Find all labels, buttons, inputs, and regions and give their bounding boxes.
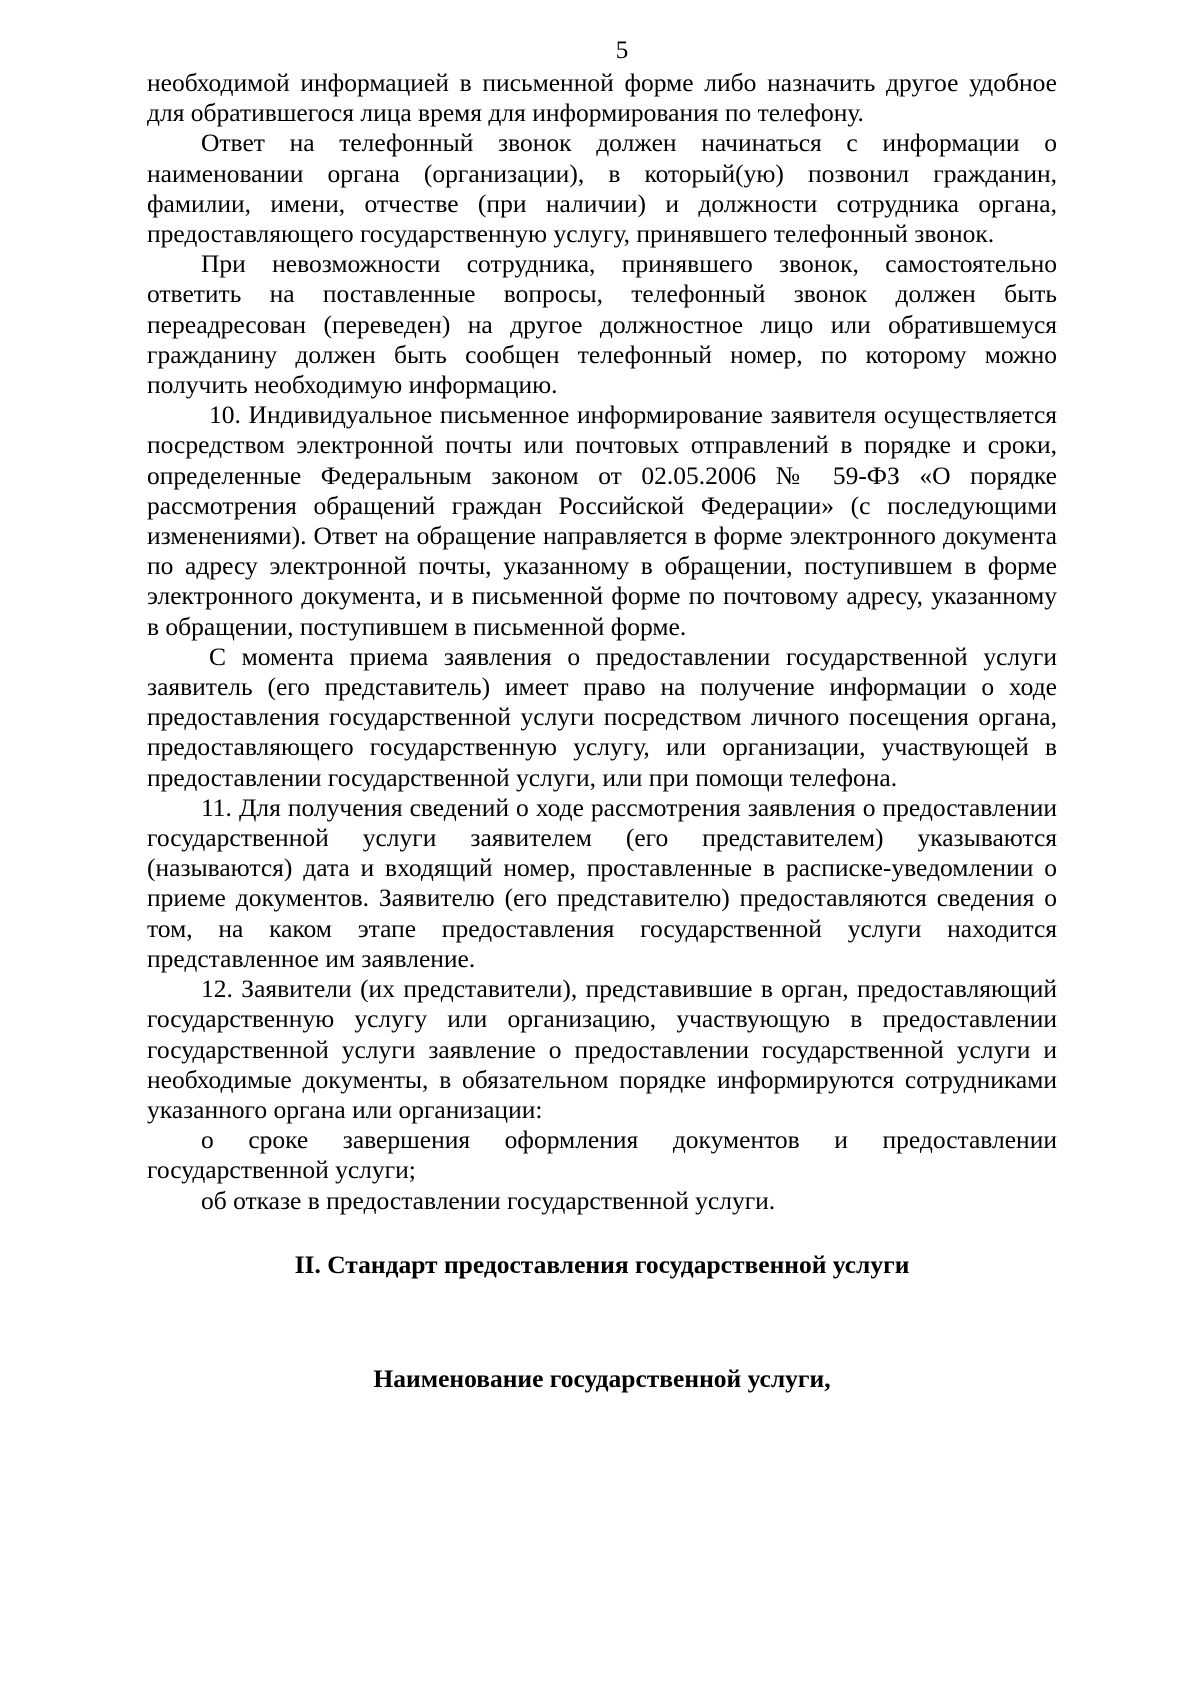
- paragraph-phone-answer: Ответ на телефонный звонок должен начинаться с информации о наименовании органа (организации), в который(ую) позвонил гражданин, фамилии, имени, отчестве (при наличии) и должности сотрудника органа, предоставляющего государственную услугу, принявшего телефонный звонок.: [147, 128, 1057, 249]
- document-page: [147, 36, 1057, 1394]
- paragraph-item-11: 11. Для получения сведений о ходе рассмотрения заявления о предоставлении государственной услуги заявителем (его представителем) указываются (называются) дата и входящий номер, проставленные в расписке-уведомлении о приеме документов. Заявителю (его представителю) предоставляются сведения о том, на каком этапе предоставления государственной услуги находится представленное им заявление.: [147, 792, 1057, 973]
- section-heading: II. Стандарт предоставления государственной услуги: [294, 1249, 910, 1279]
- paragraph-application-info: С момента приема заявления о предоставлении государственной услуги заявитель (его представитель) имеет право на получение информации о ходе предоставления государственной услуги посредством личного посещения органа, предоставляющего государственную услугу, или организации, участвующей в предоставлении государственной услуги, или при помощи телефона.: [147, 641, 1057, 792]
- subsection-heading: Наименование государственной услуги,: [373, 1363, 831, 1393]
- paragraph-item-12: 12. Заявители (их представители), представившие в орган, предоставляющий государственную услугу или организацию, участвующую в предоставлении государственной услуги заявление о предоставлении государственной услуги и необходимые документы, в обязательном порядке информируются сотрудниками указанного органа или организации:: [147, 974, 1057, 1124]
- paragraph-continuation: необходимой информацией в письменной форме либо назначить другое удобное для обратившегося лица время для информирования по телефону.: [147, 68, 1057, 128]
- paragraph-deadline: о сроке завершения оформления документов и предоставлении государственной услуги;: [147, 1125, 1057, 1185]
- page-number: 5: [615, 37, 629, 64]
- paragraph-item-10: 10. Индивидуальное письменное информирование заявителя осуществляется посредством электронной почты или почтовых отправлений в порядке и сроки, определенные Федеральным законом от 02.05.2006 № 59-ФЗ «О порядке рассмотрения обращений граждан Российской Федерации» (с последующими изменениями). Ответ на обращение направляется в форме электронного документа по адресу электронной почты, указанному в обращении, поступившем в форме электронного документа, и в письменной форме по почтовому адресу, указанному в обращении, поступившем в письменной форме.: [147, 400, 1057, 641]
- paragraph-refusal: об отказе в предоставлении государственной услуги.: [201, 1185, 776, 1215]
- paragraph-phone-redirect: При невозможности сотрудника, принявшего звонок, самостоятельно ответить на поставленные вопросы, телефонный звонок должен быть переадресован (переведен) на другое должностное лицо или обратившемуся гражданину должен быть сообщен телефонный номер, по которому можно получить необходимую информацию.: [147, 249, 1057, 400]
